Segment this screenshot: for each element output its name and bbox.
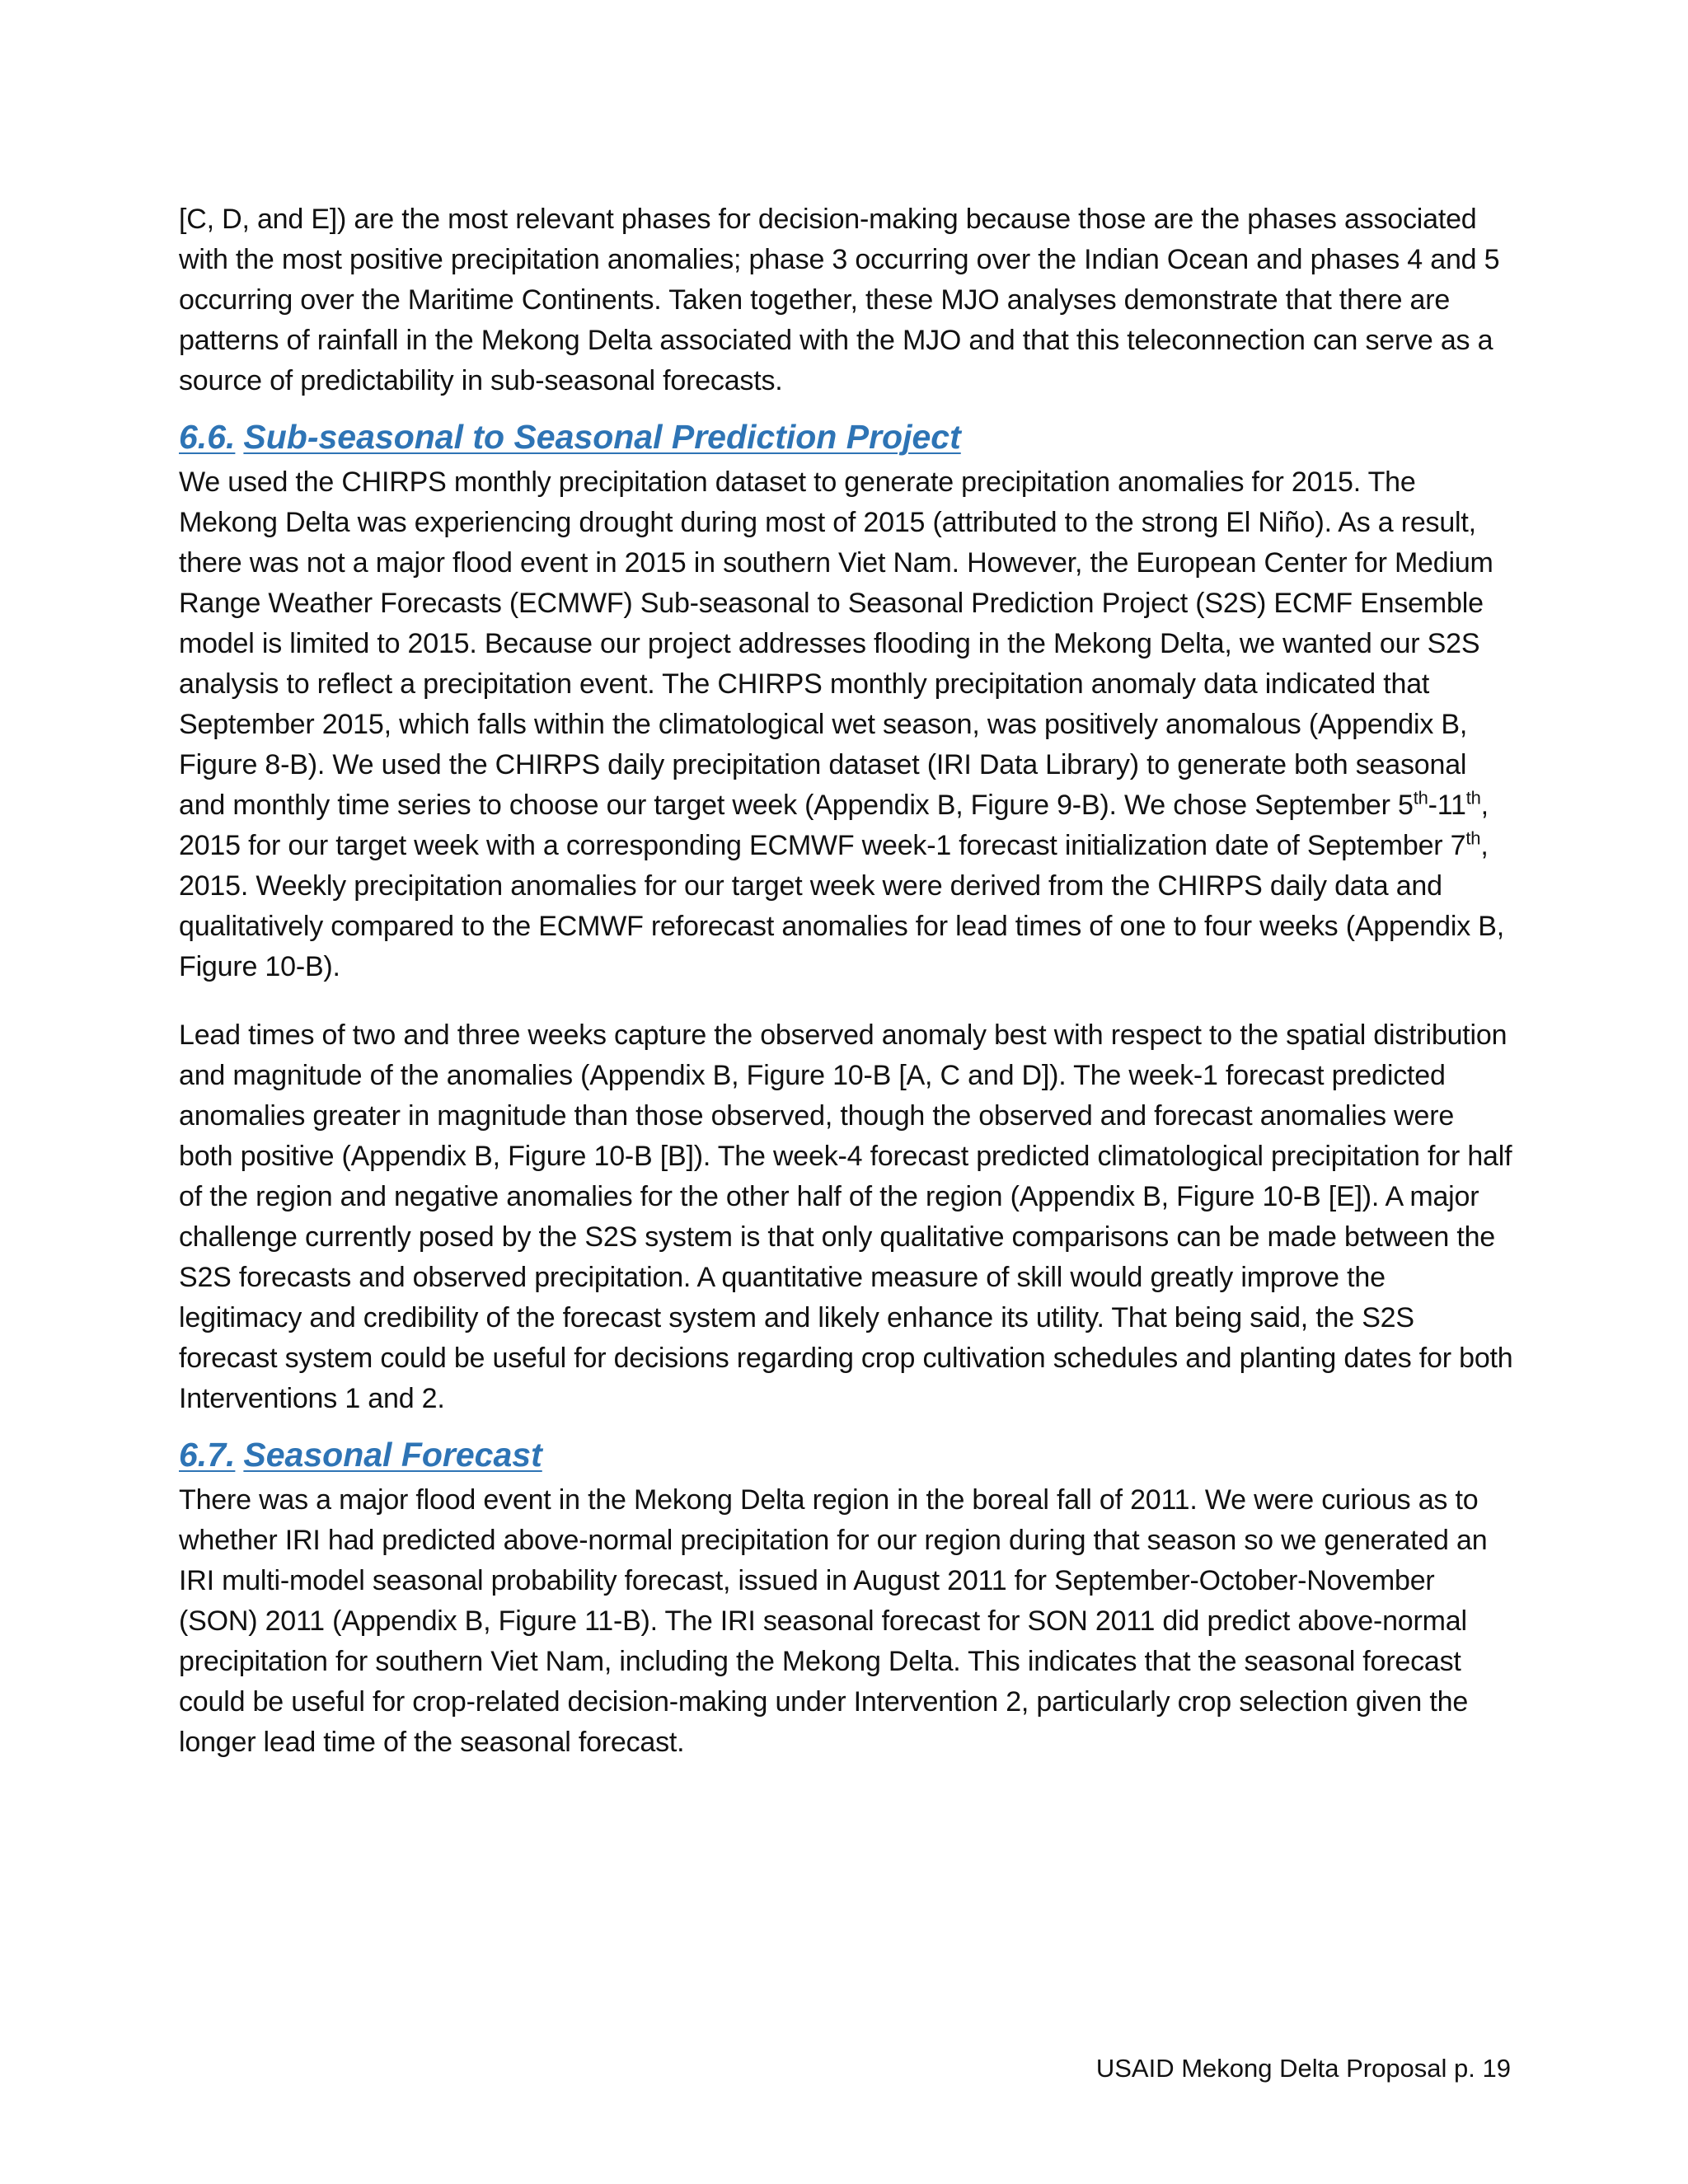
page-footer: USAID Mekong Delta Proposal p. 19 bbox=[1095, 2054, 1511, 2083]
section-title: Seasonal Forecast bbox=[243, 1436, 542, 1474]
paragraph-text: , 2015 for our target week with a corresponding ECMWF week-1 forecast initialization date of September 7 bbox=[179, 790, 1489, 861]
paragraph-text: , 2015. Weekly precipitation anomalies for our target week were derived from the CHIRPS daily data and qualitatively compared to the ECMWF reforecast anomalies for lead times of one to four weeks (Appendix B, Figure 10-B). bbox=[179, 830, 1504, 982]
document-page bbox=[179, 199, 1514, 1763]
section-heading-6-6 bbox=[179, 411, 1514, 462]
s2s-paragraph-1 bbox=[179, 462, 1514, 987]
s2s-paragraph-2: Lead times of two and three weeks capture the observed anomaly best with respect to the spatial distribution and magnitude of the anomalies (Appendix B, Figure 10-B [A, C and D]). The week-1 forecast predicted anomalies greater in magnitude than those observed, though the observed and forecast anomalies were both positive (Appendix B, Figure 10-B [B]). The week-4 forecast predicted climatological precipitation for half of the region and negative anomalies for the other half of the region (Appendix B, Figure 10-B [E]). A major challenge currently posed by the S2S system is that only qualitative comparisons can be made between the S2S forecasts and observed precipitation. A quantitative measure of skill would greatly improve the legitimacy and credibility of the forecast system and likely enhance its utility. That being said, the S2S forecast system could be useful for decisions regarding crop cultivation schedules and planting dates for both Interventions 1 and 2. bbox=[179, 1019, 1513, 1414]
paragraph-text: We used the CHIRPS monthly precipitation dataset to generate precipitation anomalies for 2015. The Mekong Delta was experiencing drought during most of 2015 (attributed to the strong El Niño). As a result, there was not a major flood event in 2015 in southern Viet Nam. However, the European Center for Medium Range Weather Forecasts (ECMWF) Sub-seasonal to Seasonal Prediction Project (S2S) ECMF Ensemble model is limited to 2015. Because our project addresses flooding in the Mekong Delta, we wanted our S2S analysis to reflect a precipitation event. The CHIRPS monthly precipitation anomaly data indicated that September 2015, which falls within the climatological wet season, was positively anomalous (Appendix B, Figure 8-B). We used the CHIRPS daily precipitation dataset (IRI Data Library) to generate both seasonal and monthly time series to choose our target week (Appendix B, Figure 9-B). We chose September 5 bbox=[179, 466, 1493, 821]
superscript: th bbox=[1465, 787, 1481, 808]
section-number: 6.7. bbox=[179, 1436, 236, 1474]
superscript: th bbox=[1413, 787, 1428, 808]
superscript: th bbox=[1465, 827, 1481, 849]
section-heading-6-7 bbox=[179, 1429, 1514, 1480]
seasonal-forecast-paragraph: There was a major flood event in the Mekong Delta region in the boreal fall of 2011. We were curious as to whether IRI had predicted above-normal precipitation for our region during that season so we generated an IRI multi-model seasonal probability forecast, issued in August 2011 for September-October-November (SON) 2011 (Appendix B, Figure 11-B). The IRI seasonal forecast for SON 2011 did predict above-normal precipitation for southern Viet Nam, including the Mekong Delta. This indicates that the seasonal forecast could be useful for crop-related decision-making under Intervention 2, particularly crop selection given the longer lead time of the seasonal forecast. bbox=[179, 1484, 1488, 1758]
section-number: 6.6. bbox=[179, 418, 236, 456]
intro-paragraph: [C, D, and E]) are the most relevant phases for decision-making because those are the phases associated with the most positive precipitation anomalies; phase 3 occurring over the Indian Ocean and phases 4 and 5 occurring over the Maritime Continents. Taken together, these MJO analyses demonstrate that there are patterns of rainfall in the Mekong Delta associated with the MJO and that this teleconnection can serve as a source of predictability in sub-seasonal forecasts. bbox=[179, 204, 1500, 396]
section-title: Sub-seasonal to Seasonal Prediction Project bbox=[243, 418, 961, 456]
paragraph-text: -11 bbox=[1428, 790, 1466, 821]
